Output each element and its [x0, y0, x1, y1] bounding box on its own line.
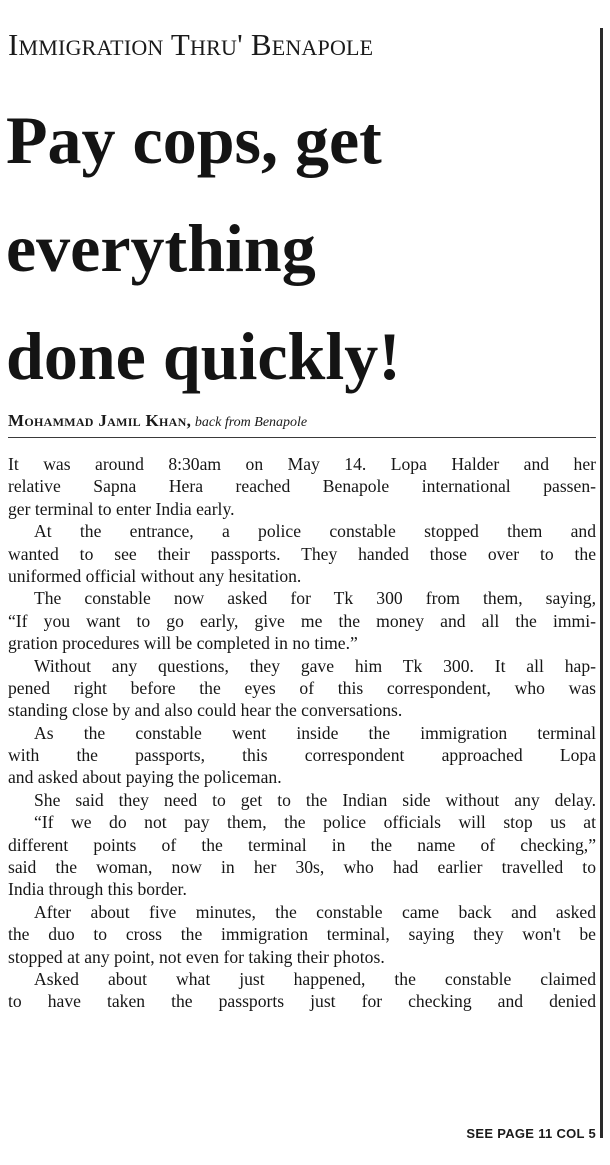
body-line: with the passports, this correspondent approached Lopa [8, 745, 596, 766]
section-kicker: Immigration Thru' Benapole [8, 27, 374, 62]
body-line: It was around 8:30am on May 14. Lopa Halder and her [8, 454, 596, 474]
body-line: She said they need to get to the Indian side without any delay. [34, 789, 596, 810]
body-line: Without any questions, they gave him Tk 300. It all hap- [34, 655, 596, 676]
body-line: ger terminal to enter India early. [8, 498, 235, 519]
article-body [8, 453, 596, 1013]
byline [8, 412, 307, 432]
headline [6, 86, 596, 410]
body-line: “If you want to go early, give me the money and all the immi- [8, 610, 596, 631]
body-line: wanted to see their passports. They handed those over to the [8, 543, 596, 564]
headline-line: Pay cops, get [6, 102, 382, 178]
body-line: The constable now asked for Tk 300 from them, saying, [34, 588, 596, 609]
body-line: standing close by and also could hear the conversations. [8, 700, 403, 721]
body-line: and asked about paying the policeman. [8, 767, 282, 788]
body-line: As the constable went inside the immigration terminal [34, 722, 596, 743]
body-line: “If we do not pay them, the police officials will stop us at [34, 812, 596, 833]
body-line: different points of the terminal in the name of checking,” [8, 834, 596, 855]
body-line: At the entrance, a police constable stopped them and [34, 521, 596, 542]
byline-divider [8, 437, 596, 438]
column-rule [600, 28, 603, 1138]
body-line: said the woman, now in her 30s, who had earlier travelled to [8, 857, 596, 878]
body-line: stopped at any point, not even for taking their photos. [8, 946, 385, 967]
body-line: to have taken the passports just for checking and denied [8, 991, 596, 1012]
byline-location: back from Benapole [194, 415, 308, 430]
body-line: relative Sapna Hera reached Benapole international passen- [8, 476, 596, 497]
body-line: Asked about what just happened, the constable claimed [34, 968, 596, 989]
body-line: After about five minutes, the constable came back and asked [34, 901, 596, 922]
body-line: uniformed official without any hesitation. [8, 565, 302, 586]
body-line: pened right before the eyes of this correspondent, who was [8, 677, 596, 698]
headline-line: everything [6, 210, 316, 286]
body-line: the duo to cross the immigration terminal, saying they won't be [8, 924, 596, 945]
continuation-reference: SEE PAGE 11 COL 5 [466, 1126, 596, 1141]
body-line: gration procedures will be completed in no time.” [8, 633, 358, 654]
headline-line: done quickly! [6, 318, 401, 394]
byline-author: Mohammad Jamil Khan, [8, 411, 192, 430]
body-line: India through this border. [8, 879, 187, 900]
